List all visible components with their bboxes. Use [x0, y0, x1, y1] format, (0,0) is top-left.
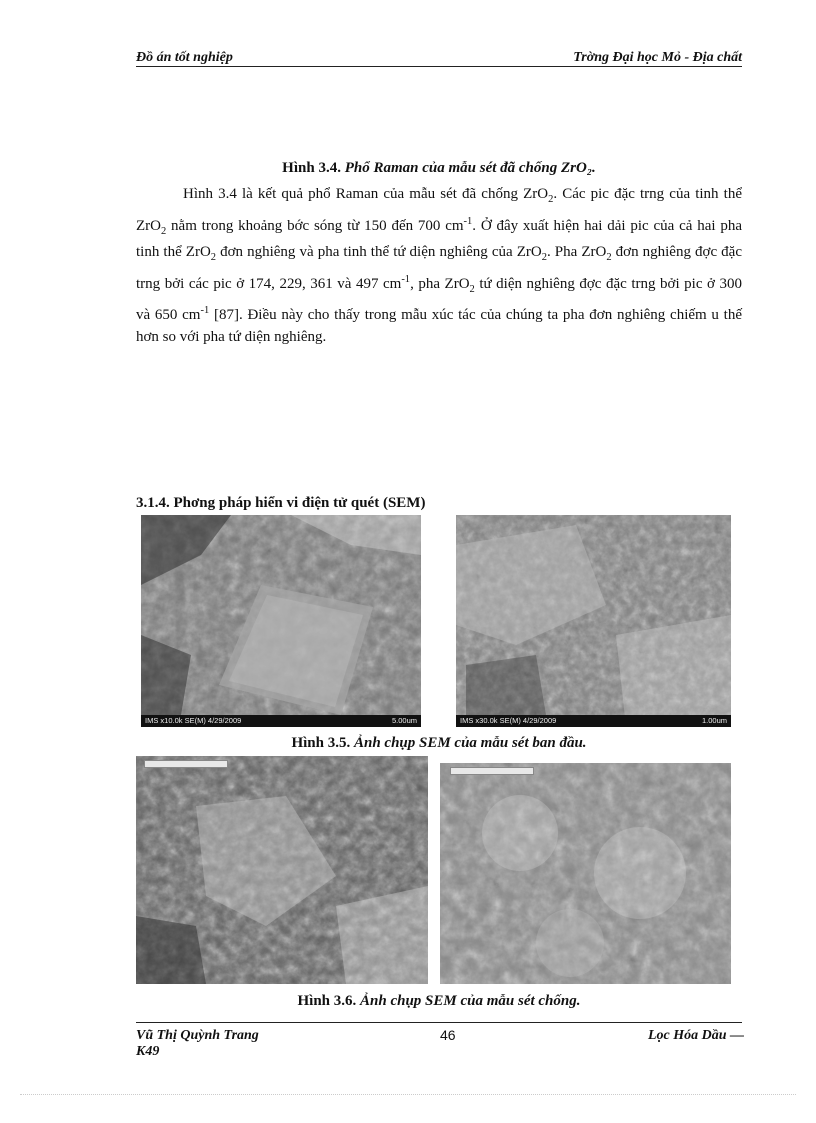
- header-right: Trờng Đại học Mỏ - Địa chất: [573, 50, 742, 65]
- figure-3-5-caption: [136, 735, 742, 752]
- scale-bar: [144, 760, 228, 768]
- scale-bar: [450, 767, 534, 775]
- sem-image-pillared-2: [440, 763, 731, 984]
- footer-author: Vũ Thị Quỳnh Trang K49: [136, 1028, 259, 1059]
- header-rule: [136, 66, 742, 67]
- sem-info-bar: IMS x10.0k SE(M) 4/29/2009 5.00um: [141, 715, 421, 727]
- figure-3-4-caption: [136, 160, 742, 177]
- footer-right: Lọc Hóa Dầu —: [647, 1028, 744, 1043]
- figure-3-5-label: Hình 3.5.: [291, 735, 351, 751]
- sem-image-pillared-1: [136, 756, 428, 984]
- page-bottom-border: [20, 1094, 796, 1095]
- sem-image-original-2: [456, 515, 731, 727]
- header-left: Đồ án tốt nghiệp: [136, 50, 233, 65]
- sem-image-original-1: [141, 515, 421, 727]
- page-number: 46: [440, 1027, 456, 1043]
- figure-3-6-label: Hình 3.6.: [297, 993, 357, 1009]
- figure-3-4-label: Hình 3.4.: [282, 160, 341, 176]
- section-heading-sem: 3.1.4. Phơng pháp hiển vi điện tử quét (SEM): [136, 495, 426, 511]
- figure-3-4-text: Phổ Raman của mẫu sét đã chống ZrO₂.: [340, 160, 596, 176]
- sem-info-bar: IMS x30.0k SE(M) 4/29/2009 1.00um: [456, 715, 731, 727]
- figure-3-6-text: Ảnh chụp SEM của mẫu sét chống.: [356, 993, 581, 1009]
- footer-rule: [136, 1022, 742, 1023]
- figure-3-5-text: Ảnh chụp SEM của mẫu sét ban đầu.: [350, 735, 587, 751]
- raman-paragraph: Hình 3.4 là kết quả phổ Raman của mẫu sét đã chống ZrO$_2$. Các pic đặc trng của tinh thể ZrO$_2$ nằm trong khoảng bớc sóng từ 150 đến 700 $cm^{-1}$. Ở đây xuất hiện hai dải pic của cả hai pha tinh thể ZrO$_2$ đơn nghiêng và pha tinh thể tứ diện nghiêng của ZrO$_2$. Pha ZrO$_2$ đơn nghiêng đợc đặc trng bởi các pic ở 174, 229, 361 và 497 $cm^{-1}$, pha ZrO$_2$ tứ diện nghiêng đợc đặc trng bởi pic ở 300 và 650 $cm^{-1}$ [87]. Điều này cho thấy trong mẫu xúc tác của chúng ta pha đơn nghiêng chiếm u thế hơn so với pha tứ diện nghiêng.: [136, 186, 743, 345]
- figure-3-6-caption: [136, 993, 742, 1010]
